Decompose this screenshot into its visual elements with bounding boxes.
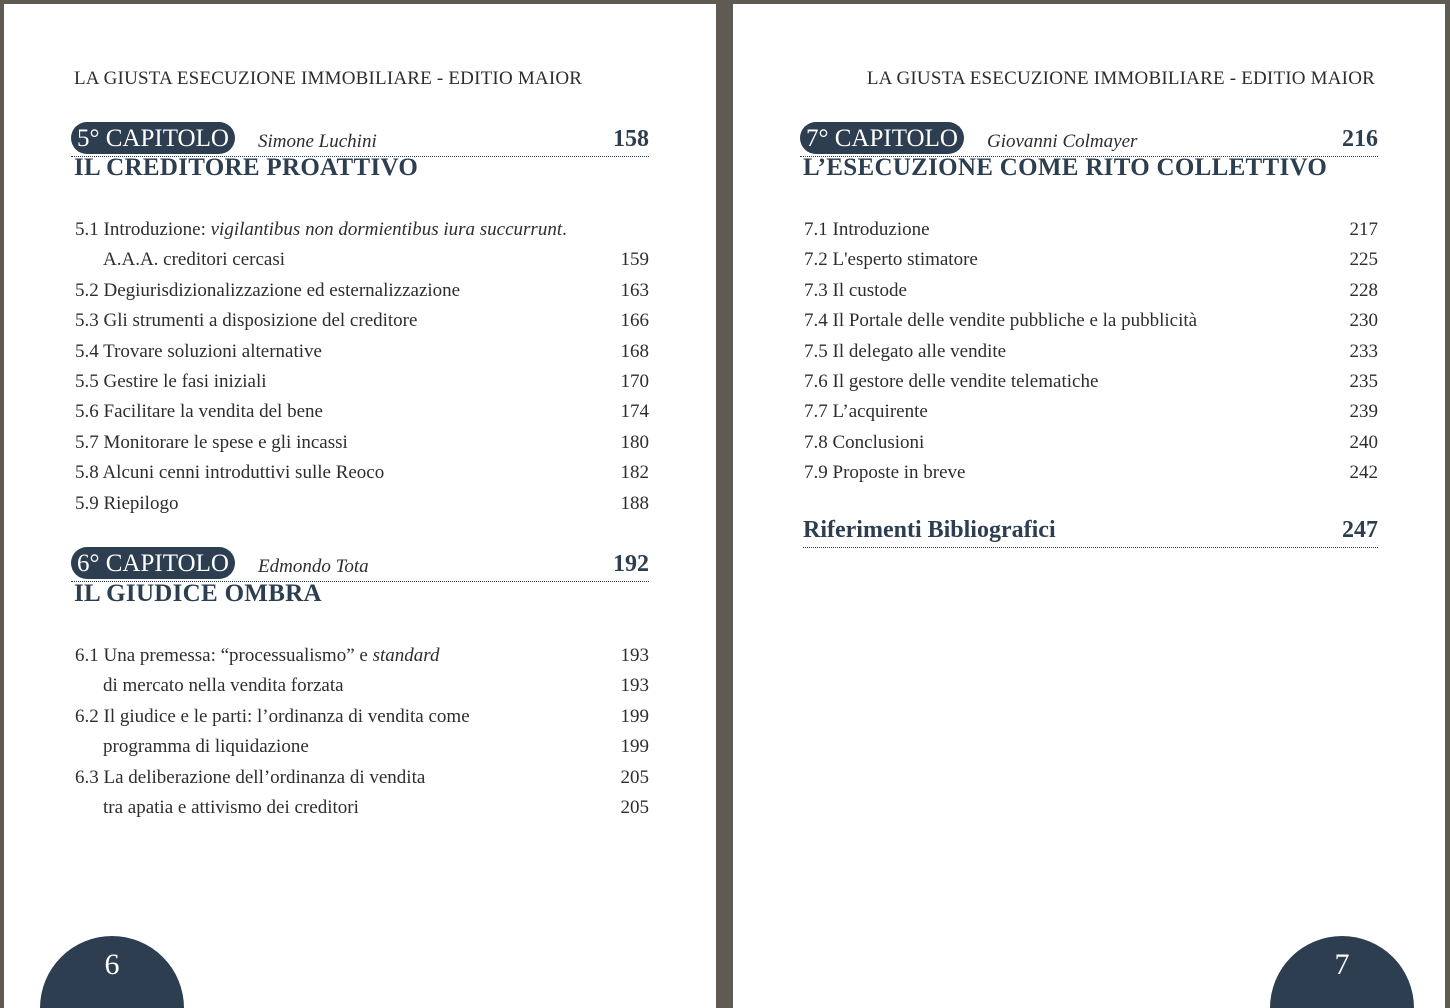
toc-entry-page: 239 — [1349, 401, 1378, 423]
toc-entry[interactable] — [75, 245, 649, 275]
chapter-5-label: 5° CAPITOLO — [71, 122, 235, 154]
toc-entry-text: 6.2 Il giudice e le parti: l’ordinanza di vendita come — [75, 705, 470, 727]
toc-entry[interactable] — [75, 215, 649, 245]
toc-entry-text: 7.8 Conclusioni — [804, 431, 925, 453]
toc-entry-page: 235 — [1349, 370, 1378, 392]
toc-entry-text: 5.2 Degiurisdizionalizzazione ed esternalizzazione — [75, 279, 461, 301]
toc-entry[interactable] — [804, 337, 1378, 367]
toc-entry-text: 7.9 Proposte in breve — [804, 462, 966, 484]
toc-entry-text: 5.3 Gli strumenti a disposizione del creditore — [75, 310, 418, 332]
bibliography-label: Riferimenti Bibliografici — [803, 517, 1056, 543]
toc-entry-page: 182 — [620, 462, 649, 484]
toc-entry[interactable] — [75, 763, 649, 793]
chapter-6-label: 6° CAPITOLO — [71, 547, 235, 579]
toc-entry-page: 170 — [620, 370, 649, 392]
toc-entry-text: 7.4 Il Portale delle vendite pubbliche e la pubblicità — [804, 310, 1198, 332]
toc-entry-text: 7.2 L'esperto stimatore — [804, 249, 978, 271]
running-head: LA GIUSTA ESECUZIONE IMMOBILIARE - EDITIO MAIOR — [74, 68, 583, 89]
toc-entry-text: 7.6 Il gestore delle vendite telematiche — [804, 370, 1099, 392]
toc-entry-page: 242 — [1349, 462, 1378, 484]
toc-entry-page: 205 — [620, 766, 649, 788]
toc-entry-page: 163 — [620, 279, 649, 301]
page-number-badge — [1270, 936, 1414, 1008]
chapter-7-header — [800, 122, 1378, 157]
toc-entry[interactable] — [75, 397, 649, 427]
toc-entry[interactable] — [75, 671, 649, 701]
toc-entry-page: 199 — [620, 736, 649, 758]
page-number: 7 — [1334, 948, 1350, 981]
toc-entry-text: programma di liquidazione — [103, 736, 309, 758]
toc-entry[interactable] — [75, 641, 649, 671]
toc-entry-text: 5.9 Riepilogo — [75, 492, 179, 514]
toc-entry-page: 159 — [620, 249, 649, 271]
chapter-6-title: IL GIUDICE OMBRA — [74, 580, 322, 607]
toc-entry[interactable] — [75, 732, 649, 762]
toc-entry-text: A.A.A. creditori cercasi — [103, 249, 286, 271]
toc-entry-text: 5.4 Trovare soluzioni alternative — [75, 340, 322, 362]
chapter-5-author: Simone Luchini — [258, 131, 377, 152]
toc-entry-page: 240 — [1349, 431, 1378, 453]
toc-entry[interactable] — [804, 458, 1378, 488]
toc-entry-page: 205 — [620, 796, 649, 818]
toc-entry-page: 193 — [620, 675, 649, 697]
toc-entry-page: 199 — [620, 705, 649, 727]
toc-entry-page: 233 — [1349, 340, 1378, 362]
chapter-6-header — [71, 547, 649, 582]
toc-entry-page: 225 — [1349, 249, 1378, 271]
right-page — [733, 4, 1445, 1008]
toc-entry-page: 228 — [1349, 279, 1378, 301]
toc-entry-text: 5.6 Facilitare la vendita del bene — [75, 401, 323, 423]
toc-entry-text: 7.3 Il custode — [804, 279, 907, 301]
chapter-6-toc — [75, 641, 649, 823]
toc-entry-page: 193 — [620, 645, 649, 666]
toc-entry-text: 6.3 La deliberazione dell’ordinanza di vendita — [75, 766, 426, 788]
page-number: 6 — [104, 948, 120, 981]
toc-entry-page: 180 — [620, 431, 649, 453]
toc-entry[interactable] — [75, 306, 649, 336]
toc-entry[interactable] — [75, 793, 649, 823]
chapter-7-page: 216 — [1342, 126, 1378, 152]
chapter-5-toc — [75, 215, 649, 519]
chapter-5-page: 158 — [613, 126, 649, 152]
bibliography-page: 247 — [1342, 517, 1378, 543]
toc-entry[interactable] — [75, 367, 649, 397]
toc-entry[interactable] — [804, 306, 1378, 336]
chapter-7-title: L’ESECUZIONE COME RITO COLLETTIVO — [803, 154, 1328, 181]
toc-entry[interactable] — [75, 276, 649, 306]
toc-entry-text: tra apatia e attivismo dei creditori — [103, 796, 359, 818]
toc-entry[interactable] — [804, 245, 1378, 275]
toc-entry[interactable] — [75, 458, 649, 488]
toc-entry[interactable] — [804, 397, 1378, 427]
toc-entry[interactable] — [75, 428, 649, 458]
toc-entry-page: 230 — [1349, 310, 1378, 332]
toc-entry-page: 168 — [620, 340, 649, 362]
chapter-7-label: 7° CAPITOLO — [800, 122, 964, 154]
toc-entry-text: 6.1 Una premessa: “processualismo” e standard — [75, 645, 440, 666]
toc-entry-text: 7.7 L’acquirente — [804, 401, 928, 423]
page-number-badge — [40, 936, 184, 1008]
toc-entry-page: 188 — [620, 492, 649, 514]
bibliography-entry[interactable] — [803, 517, 1378, 548]
toc-entry[interactable] — [804, 276, 1378, 306]
toc-entry[interactable] — [75, 702, 649, 732]
toc-entry[interactable] — [804, 215, 1378, 245]
toc-entry-text: 5.8 Alcuni cenni introduttivi sulle Reoco — [75, 462, 385, 484]
toc-entry-text: 5.5 Gestire le fasi iniziali — [75, 370, 267, 392]
chapter-6-page: 192 — [613, 551, 649, 577]
chapter-5-header — [71, 122, 649, 157]
chapter-6-author: Edmondo Tota — [258, 556, 369, 577]
toc-entry-text: di mercato nella vendita forzata — [103, 675, 344, 697]
toc-entry[interactable] — [804, 428, 1378, 458]
toc-entry[interactable] — [804, 367, 1378, 397]
chapter-5-title: IL CREDITORE PROATTIVO — [74, 154, 419, 181]
toc-entry-page: 217 — [1349, 219, 1378, 240]
left-page — [4, 4, 716, 1008]
toc-entry-text: 5.1 Introduzione: vigilantibus non dormientibus iura succurrunt. — [75, 219, 567, 240]
toc-entry-page: 166 — [620, 310, 649, 332]
toc-entry[interactable] — [75, 489, 649, 519]
toc-entry-text: 7.1 Introduzione — [804, 219, 930, 240]
chapter-7-toc — [804, 215, 1378, 489]
running-head: LA GIUSTA ESECUZIONE IMMOBILIARE - EDITIO MAIOR — [866, 68, 1375, 89]
toc-entry-text: 7.5 Il delegato alle vendite — [804, 340, 1007, 362]
toc-entry-page: 174 — [620, 401, 649, 423]
chapter-7-author: Giovanni Colmayer — [987, 131, 1138, 152]
toc-entry-text: 5.7 Monitorare le spese e gli incassi — [75, 431, 348, 453]
toc-entry[interactable] — [75, 337, 649, 367]
